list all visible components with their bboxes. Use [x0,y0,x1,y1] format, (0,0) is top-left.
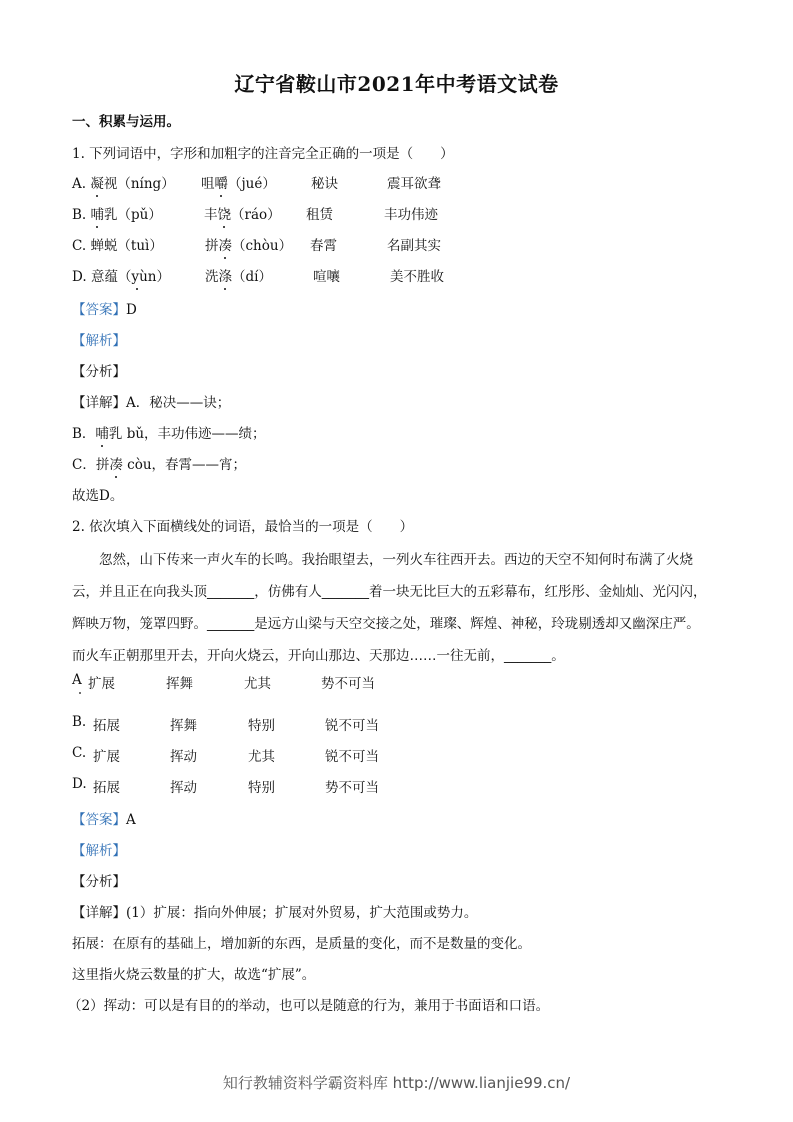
page-title: 辽宁省鞍山市2021年中考语文试卷 [234,72,559,96]
word-2-rest: （ráo） [231,207,281,223]
word-3: 尤其 [248,749,275,765]
word-4: 震耳欲聋 [387,176,441,192]
detail-rest: 乳 bǔ，丰功伟迹——绩； [108,426,266,442]
word-1: 扩展 [93,749,120,765]
word-3: 秘诀 [311,176,338,192]
word-3: 春霄 [310,238,337,254]
word-4: 势不可当 [321,676,375,692]
word-2-rest: （jué） [228,176,276,192]
detail-line: 故选D。 [72,488,124,504]
emphasized-char: 凑 [109,453,123,473]
option-letter: A. [72,176,91,192]
word-2-a: 丰 [204,207,218,223]
question-2-stem: 2. 依次填入下面横线处的词语，最恰当的一项是（ ） [72,519,414,535]
word-3: 租赁 [306,207,333,223]
option-letter: B. [72,207,91,223]
word-4: 锐不可当 [325,749,379,765]
question-2-answer [72,808,136,828]
answer-value: D [126,302,137,318]
word-3: 尤其 [244,676,271,692]
emphasized-char: 涤 [219,265,233,285]
option-letter: C. [72,238,91,254]
word-2: 挥舞 [170,718,197,734]
word-2-a: 拼 [205,238,219,254]
word-2: 挥动 [170,780,197,796]
emphasized-char: 蕴（yùn） [104,265,170,285]
word-3: 喧嚷 [313,269,340,285]
footer-watermark: 知行教辅资料学霸资料库 http://www.lianjie99.cn/ [222,1074,571,1092]
detail-line [72,422,266,442]
emphasized-char: 哺 [95,422,109,442]
emphasized-char: 饶 [218,203,232,223]
emphasized-char: 凝 [90,172,104,192]
word-2: 挥动 [170,749,197,765]
detail-rest: còu，春霄——宵； [122,457,247,473]
detail-line: 这里指火烧云数量的扩大，故选“扩展”。 [72,967,316,983]
word-1-a: 意 [90,269,105,285]
analysis-tag: 【解析】 [72,333,126,349]
word-2: 挥舞 [166,676,193,692]
passage-line: 而火车正朝那里开去，开向火烧云，开向山那边、天那边……一往无前，_______。 [72,648,565,664]
word-1-rest: 蜕（tuì） [103,238,163,254]
word-2-a: 洗 [205,269,219,285]
passage-line: 云，并且正在向我头顶_______，仿佛有人_______着一块无比巨大的五彩幕布，红彤彤、金灿灿、光闪闪， [72,584,707,600]
analysis-tag: 【解析】 [72,843,126,859]
word-4: 势不可当 [325,780,379,796]
option-letter: D. [72,269,91,285]
word-4: 锐不可当 [325,718,379,734]
option-letter: D. [72,776,87,792]
question-1-stem: 1. 下列词语中，字形和加粗字的注音完全正确的一项是（ ） [72,146,454,162]
detail-prefix: B． [72,426,96,442]
word-3: 特别 [248,718,275,734]
option-letter: B. [72,714,87,730]
detail-line: 拓展：在原有的基础上，增加新的东西，是质量的变化，而不是数量的变化。 [72,936,531,952]
detail-line: 【详解】A．秘决——诀； [72,395,231,411]
stray-mark [79,692,81,694]
emphasized-char: 凑 [219,234,233,254]
word-2-rest: （chòu） [232,238,293,254]
word-2-a: 咀 [201,176,215,192]
passage-line: 辉映万物，笼罩四野。_______是远方山梁与天空交接之处，璀璨、辉煌、神秘，玲珑剔透却又幽深庄严。 [72,616,700,632]
emphasized-char: 嚼 [215,172,229,192]
word-1-rest: 视（níng） [103,176,175,192]
word-3: 特别 [248,780,275,796]
word-4: 美不胜收 [390,269,444,285]
word-1: 扩展 [88,676,115,692]
detail-line [72,453,246,473]
option-letter: C. [72,745,87,761]
word-4: 名副其实 [387,238,441,254]
detail-line: 【详解】(1）扩展：指向外伸展；扩展对外贸易，扩大范围或势力。 [72,905,478,921]
option-letter: A [72,672,82,688]
emphasized-char: 哺 [91,203,105,223]
fenxi-tag: 【分析】 [72,874,126,890]
section-heading: 一、积累与运用。 [72,114,180,130]
answer-tag: 【答案】 [72,302,126,318]
word-4: 丰功伟迹 [384,207,438,223]
answer-tag: 【答案】 [72,812,126,828]
detail-line: （2）挥动：可以是有目的的举动，也可以是随意的行为，兼用于书面语和口语。 [68,998,550,1014]
passage-line: 忽然，山下传来一声火车的长鸣。我抬眼望去，一列火车往西开去。西边的天空不知何时布满了火烧 [72,552,693,568]
word-1: 拓展 [93,718,120,734]
fenxi-tag: 【分析】 [72,364,126,380]
word-2-rest: （dí） [232,269,272,285]
word-1-rest: 乳（pǔ） [104,207,162,223]
answer-value: A [126,812,136,828]
word-1-a: 蝉 [90,238,104,254]
detail-prefix: C．拼 [72,457,110,473]
word-1: 拓展 [93,780,120,796]
question-1-answer [72,298,137,318]
